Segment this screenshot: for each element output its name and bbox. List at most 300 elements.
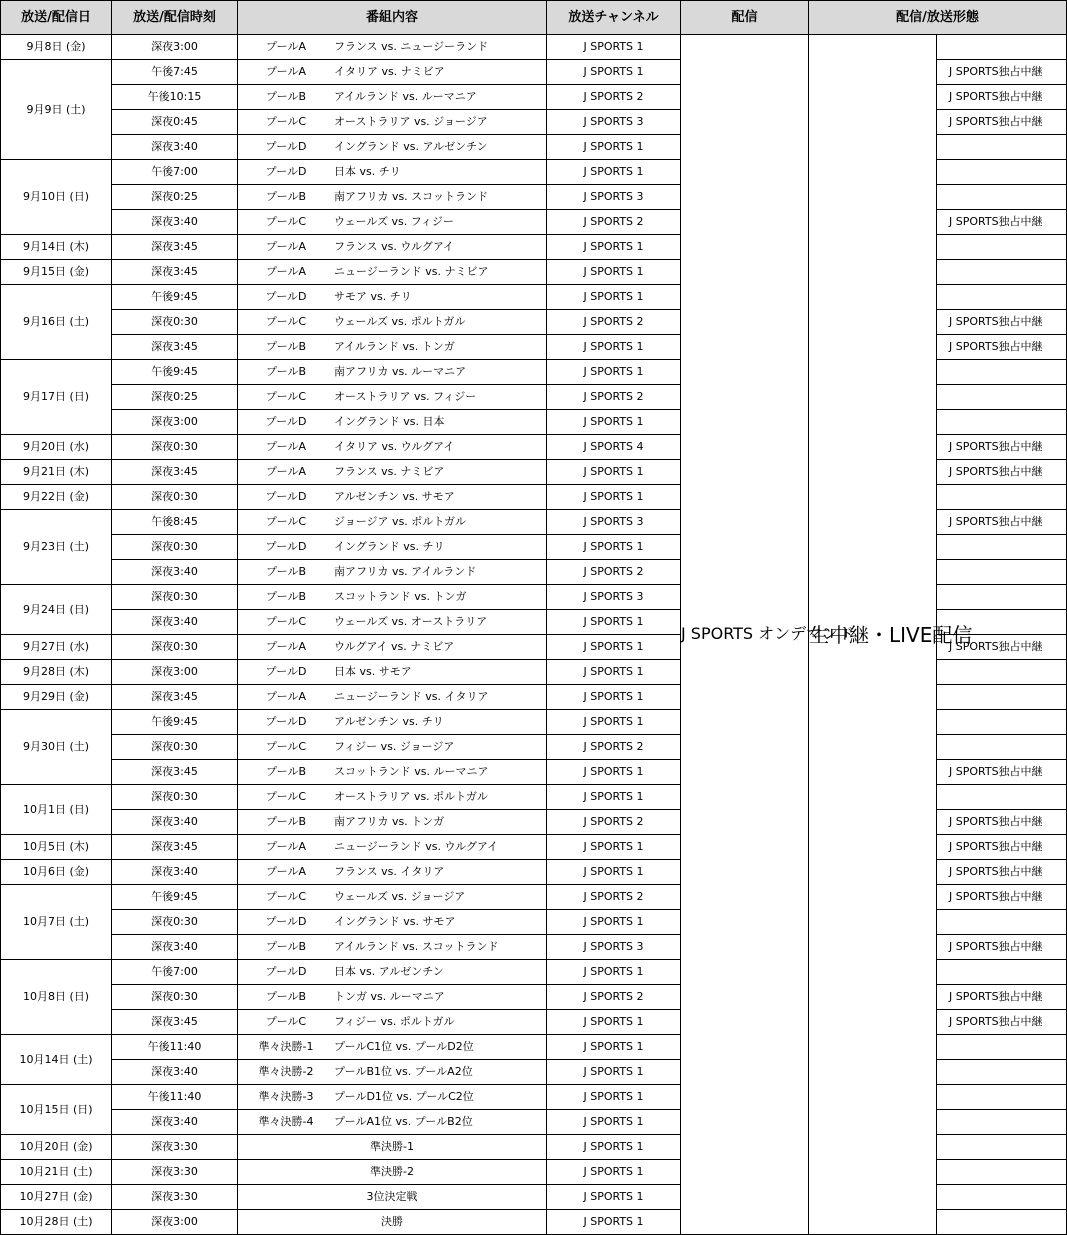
exclusive-tag <box>937 385 1067 410</box>
broadcast-time: 午後7:00 <box>112 160 238 185</box>
pool-label: プールD <box>265 540 307 553</box>
pool-label: プールA <box>266 265 306 278</box>
broadcast-time: 深夜0:25 <box>112 185 238 210</box>
exclusive-tag: J SPORTS独占中継 <box>937 760 1067 785</box>
program-content <box>238 510 547 535</box>
channel-label: J SPORTS 2 <box>547 310 681 335</box>
match-label: 日本 vs. チリ <box>334 165 401 178</box>
exclusive-tag: J SPORTS独占中継 <box>937 85 1067 110</box>
exclusive-tag <box>937 1085 1067 1110</box>
channel-label: J SPORTS 1 <box>547 260 681 285</box>
match-label: プールC1位 vs. プールD2位 <box>334 1040 474 1053</box>
exclusive-tag <box>937 1060 1067 1085</box>
pool-label: プールA <box>266 240 306 253</box>
pool-label: プールA <box>266 440 306 453</box>
broadcast-date: 10月28日 (土) <box>1 1210 112 1235</box>
pool-label: プールD <box>265 915 307 928</box>
program-content <box>238 310 547 335</box>
program-content <box>238 735 547 760</box>
broadcast-time: 深夜0:30 <box>112 785 238 810</box>
exclusive-tag <box>937 135 1067 160</box>
pool-label: プールD <box>265 965 307 978</box>
broadcast-date: 9月28日 (木) <box>1 660 112 685</box>
program-content <box>238 260 547 285</box>
program-content <box>238 360 547 385</box>
broadcast-date: 9月27日 (水) <box>1 635 112 660</box>
broadcast-time: 午後8:45 <box>112 510 238 535</box>
program-content: 準決勝-1 <box>238 1135 547 1160</box>
exclusive-tag <box>937 360 1067 385</box>
match-label: 南アフリカ vs. ルーマニア <box>334 365 467 378</box>
program-content <box>238 1010 547 1035</box>
broadcast-date: 10月21日 (土) <box>1 1160 112 1185</box>
channel-label: J SPORTS 1 <box>547 910 681 935</box>
program-content <box>238 610 547 635</box>
broadcast-time: 午後9:45 <box>112 360 238 385</box>
broadcast-format: 生中継・LIVE配信 <box>809 35 937 1235</box>
exclusive-tag: J SPORTS独占中継 <box>937 60 1067 85</box>
pool-label: プールD <box>265 665 307 678</box>
channel-label: J SPORTS 1 <box>547 1210 681 1235</box>
pool-label: プールD <box>265 165 307 178</box>
program-content <box>238 185 547 210</box>
program-content <box>238 710 547 735</box>
exclusive-tag: J SPORTS独占中継 <box>937 635 1067 660</box>
pool-label: プールD <box>265 290 307 303</box>
channel-label: J SPORTS 1 <box>547 485 681 510</box>
exclusive-tag: J SPORTS独占中継 <box>937 1010 1067 1035</box>
match-label: スコットランド vs. ルーマニア <box>334 765 489 778</box>
broadcast-date: 9月23日 (土) <box>1 510 112 585</box>
program-content <box>238 1085 547 1110</box>
exclusive-tag <box>937 785 1067 810</box>
exclusive-tag: J SPORTS独占中継 <box>937 860 1067 885</box>
pool-label: プールB <box>266 565 306 578</box>
broadcast-time: 深夜3:40 <box>112 210 238 235</box>
channel-label: J SPORTS 1 <box>547 335 681 360</box>
broadcast-time: 深夜3:40 <box>112 560 238 585</box>
exclusive-tag: J SPORTS独占中継 <box>937 460 1067 485</box>
broadcast-date: 9月30日 (土) <box>1 710 112 785</box>
match-label: ジョージア vs. ポルトガル <box>334 515 466 528</box>
broadcast-time: 深夜0:30 <box>112 585 238 610</box>
match-label: ウルグアイ vs. ナミビア <box>334 640 455 653</box>
broadcast-time: 深夜0:30 <box>112 485 238 510</box>
channel-label: J SPORTS 3 <box>547 110 681 135</box>
channel-label: J SPORTS 2 <box>547 210 681 235</box>
channel-label: J SPORTS 2 <box>547 885 681 910</box>
program-content <box>238 810 547 835</box>
match-label: 日本 vs. サモア <box>334 665 412 678</box>
program-content <box>238 235 547 260</box>
broadcast-time: 深夜3:00 <box>112 410 238 435</box>
program-content <box>238 135 547 160</box>
broadcast-time: 深夜0:30 <box>112 535 238 560</box>
match-label: スコットランド vs. トンガ <box>334 590 467 603</box>
pool-label: プールC <box>265 740 307 753</box>
match-label: イタリア vs. ウルグアイ <box>334 440 455 453</box>
channel-label: J SPORTS 1 <box>547 235 681 260</box>
pool-label: プールC <box>265 215 307 228</box>
broadcast-date: 9月20日 (水) <box>1 435 112 460</box>
pool-label: プールC <box>265 890 307 903</box>
broadcast-date: 10月7日 (土) <box>1 885 112 960</box>
program-content <box>238 585 547 610</box>
distribution-service: J SPORTS オンデマンド <box>681 35 809 1235</box>
channel-label: J SPORTS 1 <box>547 160 681 185</box>
match-label: ウェールズ vs. ポルトガル <box>334 315 466 328</box>
match-label: イングランド vs. 日本 <box>334 415 445 428</box>
program-content <box>238 635 547 660</box>
broadcast-date: 10月14日 (土) <box>1 1035 112 1085</box>
broadcast-date: 9月21日 (木) <box>1 460 112 485</box>
table-row <box>1 35 1067 60</box>
program-content <box>238 285 547 310</box>
match-label: イングランド vs. アルゼンチン <box>334 140 488 153</box>
broadcast-date: 9月14日 (木) <box>1 235 112 260</box>
broadcast-time: 深夜0:30 <box>112 910 238 935</box>
match-label: ニュージーランド vs. イタリア <box>334 690 489 703</box>
match-label: 南アフリカ vs. アイルランド <box>334 565 477 578</box>
channel-label: J SPORTS 1 <box>547 1135 681 1160</box>
pool-label: プールB <box>266 815 306 828</box>
pool-label: プールA <box>266 865 306 878</box>
broadcast-time: 深夜3:40 <box>112 935 238 960</box>
exclusive-tag: J SPORTS独占中継 <box>937 935 1067 960</box>
exclusive-tag <box>937 1160 1067 1185</box>
channel-label: J SPORTS 1 <box>547 710 681 735</box>
exclusive-tag: J SPORTS独占中継 <box>937 110 1067 135</box>
pool-label: プールC <box>265 790 307 803</box>
match-label: プールD1位 vs. プールC2位 <box>334 1090 474 1103</box>
broadcast-date: 9月24日 (日) <box>1 585 112 635</box>
broadcast-time: 午後7:00 <box>112 960 238 985</box>
match-label: フィジー vs. ポルトガル <box>334 1015 455 1028</box>
match-label: ウェールズ vs. ジョージア <box>334 890 466 903</box>
program-content <box>238 660 547 685</box>
program-content: 3位決定戦 <box>238 1185 547 1210</box>
exclusive-tag: J SPORTS独占中継 <box>937 835 1067 860</box>
exclusive-tag <box>937 410 1067 435</box>
channel-label: J SPORTS 1 <box>547 1160 681 1185</box>
broadcast-date: 9月15日 (金) <box>1 260 112 285</box>
channel-label: J SPORTS 1 <box>547 660 681 685</box>
exclusive-tag: J SPORTS独占中継 <box>937 335 1067 360</box>
channel-label: J SPORTS 1 <box>547 685 681 710</box>
pool-label: 準々決勝-3 <box>258 1090 314 1103</box>
broadcast-time: 深夜0:25 <box>112 385 238 410</box>
pool-label: プールC <box>265 315 307 328</box>
match-label: アイルランド vs. ルーマニア <box>334 90 477 103</box>
exclusive-tag <box>937 585 1067 610</box>
schedule-body <box>1 35 1067 1235</box>
exclusive-tag <box>937 260 1067 285</box>
channel-label: J SPORTS 4 <box>547 435 681 460</box>
channel-label: J SPORTS 1 <box>547 60 681 85</box>
channel-label: J SPORTS 2 <box>547 560 681 585</box>
broadcast-date: 9月17日 (日) <box>1 360 112 435</box>
pool-label: プールA <box>266 465 306 478</box>
broadcast-time: 深夜0:30 <box>112 635 238 660</box>
match-label: トンガ vs. ルーマニア <box>334 990 445 1003</box>
exclusive-tag <box>937 485 1067 510</box>
pool-label: プールD <box>265 415 307 428</box>
match-label: フランス vs. ニュージーランド <box>334 40 489 53</box>
broadcast-date: 10月27日 (金) <box>1 1185 112 1210</box>
pool-label: プールB <box>266 190 306 203</box>
pool-label: プールC <box>265 390 307 403</box>
pool-label: プールB <box>266 90 306 103</box>
exclusive-tag <box>937 735 1067 760</box>
channel-label: J SPORTS 1 <box>547 860 681 885</box>
broadcast-time: 深夜0:30 <box>112 435 238 460</box>
broadcast-date: 10月5日 (木) <box>1 835 112 860</box>
channel-label: J SPORTS 1 <box>547 610 681 635</box>
pool-label: プールD <box>265 490 307 503</box>
channel-label: J SPORTS 1 <box>547 135 681 160</box>
exclusive-tag <box>937 185 1067 210</box>
header-content: 番組内容 <box>238 1 547 35</box>
broadcast-date: 10月15日 (日) <box>1 1085 112 1135</box>
broadcast-time: 午後11:40 <box>112 1085 238 1110</box>
pool-label: プールB <box>266 590 306 603</box>
channel-label: J SPORTS 3 <box>547 585 681 610</box>
broadcast-time: 深夜3:40 <box>112 1060 238 1085</box>
program-content <box>238 35 547 60</box>
program-content <box>238 835 547 860</box>
program-content <box>238 910 547 935</box>
exclusive-tag: J SPORTS独占中継 <box>937 810 1067 835</box>
pool-label: プールD <box>265 140 307 153</box>
broadcast-date: 10月8日 (日) <box>1 960 112 1035</box>
broadcast-time: 深夜0:30 <box>112 985 238 1010</box>
broadcast-date: 9月22日 (金) <box>1 485 112 510</box>
exclusive-tag <box>937 1035 1067 1060</box>
broadcast-date: 9月29日 (金) <box>1 685 112 710</box>
pool-label: 準々決勝-2 <box>258 1065 314 1078</box>
program-content <box>238 485 547 510</box>
match-label: 南アフリカ vs. トンガ <box>334 815 445 828</box>
pool-label: プールC <box>265 615 307 628</box>
header-distribution: 配信 <box>681 1 809 35</box>
broadcast-time: 深夜3:45 <box>112 260 238 285</box>
program-content <box>238 60 547 85</box>
channel-label: J SPORTS 2 <box>547 985 681 1010</box>
pool-label: プールC <box>265 1015 307 1028</box>
broadcast-time: 深夜0:45 <box>112 110 238 135</box>
exclusive-tag <box>937 35 1067 60</box>
broadcast-time: 深夜3:45 <box>112 1010 238 1035</box>
program-content <box>238 785 547 810</box>
channel-label: J SPORTS 1 <box>547 1110 681 1135</box>
match-label: フィジー vs. ジョージア <box>334 740 455 753</box>
pool-label: 準々決勝-1 <box>258 1040 314 1053</box>
pool-label: プールB <box>266 365 306 378</box>
broadcast-date: 10月20日 (金) <box>1 1135 112 1160</box>
program-content <box>238 560 547 585</box>
broadcast-time: 深夜0:30 <box>112 310 238 335</box>
match-label: ウェールズ vs. フィジー <box>334 215 454 228</box>
match-label: イタリア vs. ナミビア <box>334 65 445 78</box>
match-label: ウェールズ vs. オーストラリア <box>334 615 488 628</box>
match-label: オーストラリア vs. ポルトガル <box>334 790 488 803</box>
channel-label: J SPORTS 2 <box>547 735 681 760</box>
pool-label: プールB <box>266 990 306 1003</box>
channel-label: J SPORTS 3 <box>547 185 681 210</box>
broadcast-time: 深夜3:30 <box>112 1185 238 1210</box>
program-content <box>238 935 547 960</box>
match-label: ニュージーランド vs. ウルグアイ <box>334 840 498 853</box>
broadcast-time: 午後9:45 <box>112 885 238 910</box>
program-content <box>238 410 547 435</box>
broadcast-time: 深夜3:40 <box>112 1110 238 1135</box>
broadcast-time: 深夜3:45 <box>112 685 238 710</box>
pool-label: プールA <box>266 840 306 853</box>
program-content <box>238 535 547 560</box>
program-content <box>238 110 547 135</box>
pool-label: プールB <box>266 340 306 353</box>
exclusive-tag <box>937 1210 1067 1235</box>
match-label: サモア vs. チリ <box>334 290 412 303</box>
exclusive-tag: J SPORTS独占中継 <box>937 210 1067 235</box>
broadcast-time: 深夜3:45 <box>112 460 238 485</box>
match-label: オーストラリア vs. ジョージア <box>334 115 488 128</box>
match-label: イングランド vs. サモア <box>334 915 456 928</box>
broadcast-time: 午後7:45 <box>112 60 238 85</box>
channel-label: J SPORTS 1 <box>547 1010 681 1035</box>
exclusive-tag <box>937 235 1067 260</box>
pool-label: プールC <box>265 115 307 128</box>
match-label: ニュージーランド vs. ナミビア <box>334 265 489 278</box>
channel-label: J SPORTS 1 <box>547 960 681 985</box>
channel-label: J SPORTS 1 <box>547 1035 681 1060</box>
broadcast-time: 深夜3:40 <box>112 810 238 835</box>
exclusive-tag <box>937 535 1067 560</box>
match-label: フランス vs. イタリア <box>334 865 445 878</box>
exclusive-tag <box>937 710 1067 735</box>
program-content <box>238 985 547 1010</box>
match-label: アイルランド vs. トンガ <box>334 340 455 353</box>
broadcast-date: 9月8日 (金) <box>1 35 112 60</box>
program-content <box>238 685 547 710</box>
program-content <box>238 760 547 785</box>
broadcast-time: 午後9:45 <box>112 285 238 310</box>
exclusive-tag <box>937 560 1067 585</box>
header-date: 放送/配信日 <box>1 1 112 35</box>
program-content <box>238 885 547 910</box>
program-content <box>238 210 547 235</box>
channel-label: J SPORTS 1 <box>547 1060 681 1085</box>
exclusive-tag <box>937 1185 1067 1210</box>
channel-label: J SPORTS 1 <box>547 360 681 385</box>
channel-label: J SPORTS 1 <box>547 760 681 785</box>
match-label: アイルランド vs. スコットランド <box>334 940 499 953</box>
broadcast-time: 深夜3:30 <box>112 1160 238 1185</box>
broadcast-time: 深夜3:00 <box>112 35 238 60</box>
channel-label: J SPORTS 1 <box>547 535 681 560</box>
broadcast-time: 深夜3:00 <box>112 660 238 685</box>
broadcast-date: 9月9日 (土) <box>1 60 112 160</box>
match-label: フランス vs. ナミビア <box>334 465 445 478</box>
pool-label: プールA <box>266 40 306 53</box>
header-format: 配信/放送形態 <box>809 1 1067 35</box>
match-label: プールB1位 vs. プールA2位 <box>334 1065 473 1078</box>
match-label: 日本 vs. アルゼンチン <box>334 965 444 978</box>
match-label: 南アフリカ vs. スコットランド <box>334 190 488 203</box>
pool-label: プールA <box>266 65 306 78</box>
exclusive-tag <box>937 285 1067 310</box>
channel-label: J SPORTS 2 <box>547 810 681 835</box>
program-content <box>238 960 547 985</box>
program-content <box>238 435 547 460</box>
channel-label: J SPORTS 2 <box>547 385 681 410</box>
header-row <box>1 1 1067 35</box>
program-content <box>238 385 547 410</box>
broadcast-time: 深夜0:30 <box>112 735 238 760</box>
match-label: オーストラリア vs. フィジー <box>334 390 477 403</box>
broadcast-time: 午後10:15 <box>112 85 238 110</box>
exclusive-tag <box>937 1135 1067 1160</box>
broadcast-date: 9月10日 (日) <box>1 160 112 235</box>
broadcast-time: 深夜3:45 <box>112 335 238 360</box>
program-content <box>238 335 547 360</box>
exclusive-tag: J SPORTS独占中継 <box>937 310 1067 335</box>
exclusive-tag: J SPORTS独占中継 <box>937 510 1067 535</box>
channel-label: J SPORTS 1 <box>547 635 681 660</box>
program-content <box>238 1035 547 1060</box>
broadcast-time: 深夜3:45 <box>112 835 238 860</box>
match-label: イングランド vs. チリ <box>334 540 445 553</box>
header-time: 放送/配信時刻 <box>112 1 238 35</box>
pool-label: プールB <box>266 940 306 953</box>
pool-label: プールD <box>265 715 307 728</box>
exclusive-tag: J SPORTS独占中継 <box>937 985 1067 1010</box>
exclusive-tag <box>937 1110 1067 1135</box>
pool-label: 準々決勝-4 <box>258 1115 314 1128</box>
broadcast-date: 9月16日 (土) <box>1 285 112 360</box>
broadcast-time: 深夜3:00 <box>112 1210 238 1235</box>
broadcast-time: 午後11:40 <box>112 1035 238 1060</box>
channel-label: J SPORTS 1 <box>547 35 681 60</box>
channel-label: J SPORTS 1 <box>547 285 681 310</box>
channel-label: J SPORTS 1 <box>547 835 681 860</box>
pool-label: プールA <box>266 690 306 703</box>
program-content <box>238 860 547 885</box>
channel-label: J SPORTS 1 <box>547 785 681 810</box>
program-content: 決勝 <box>238 1210 547 1235</box>
exclusive-tag <box>937 160 1067 185</box>
channel-label: J SPORTS 2 <box>547 85 681 110</box>
broadcast-time: 深夜3:40 <box>112 860 238 885</box>
program-content <box>238 160 547 185</box>
exclusive-tag <box>937 660 1067 685</box>
channel-label: J SPORTS 1 <box>547 1185 681 1210</box>
program-content <box>238 85 547 110</box>
pool-label: プールB <box>266 765 306 778</box>
match-label: プールA1位 vs. プールB2位 <box>334 1115 473 1128</box>
broadcast-time: 深夜3:40 <box>112 135 238 160</box>
broadcast-date: 10月6日 (金) <box>1 860 112 885</box>
channel-label: J SPORTS 1 <box>547 460 681 485</box>
broadcast-time: 深夜3:30 <box>112 1135 238 1160</box>
program-content <box>238 1060 547 1085</box>
pool-label: プールA <box>266 640 306 653</box>
broadcast-time: 深夜3:45 <box>112 760 238 785</box>
match-label: アルゼンチン vs. チリ <box>334 715 444 728</box>
broadcast-time: 深夜3:40 <box>112 610 238 635</box>
program-content <box>238 460 547 485</box>
exclusive-tag <box>937 910 1067 935</box>
